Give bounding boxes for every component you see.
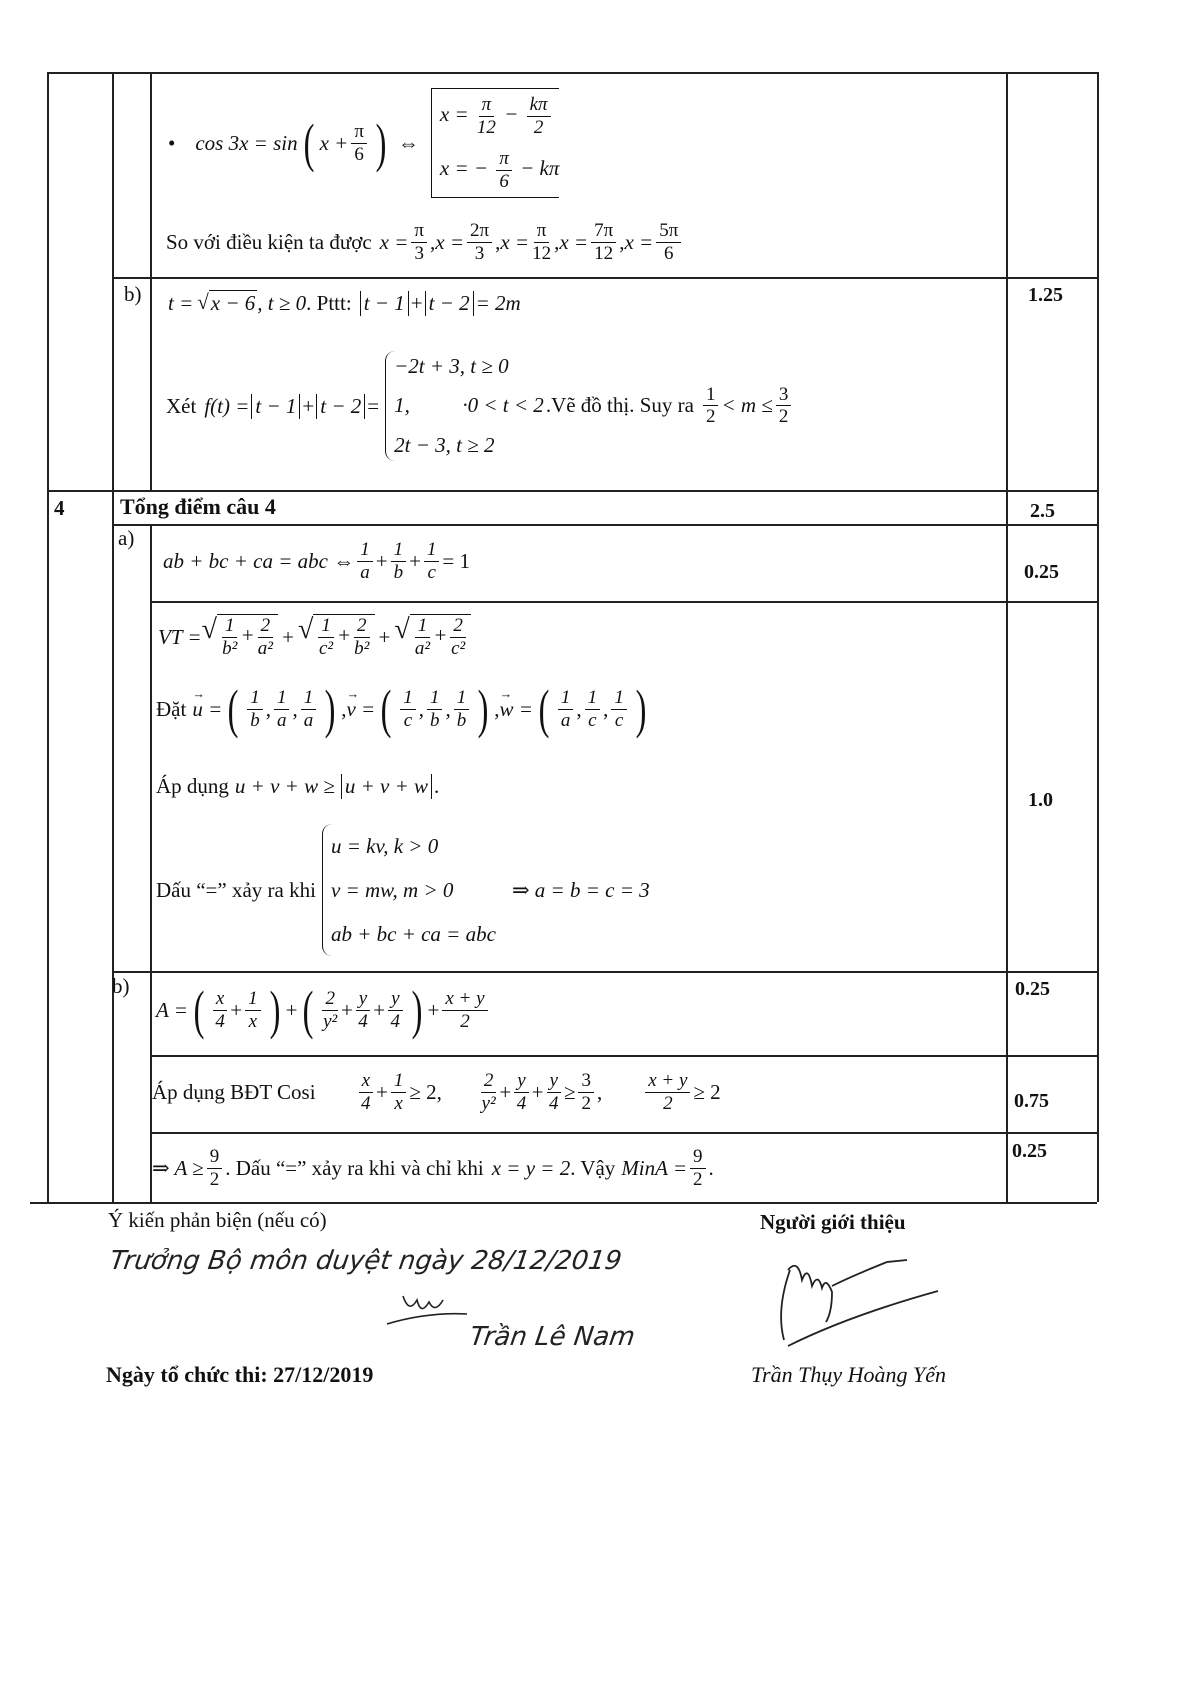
den: 2 bbox=[209, 1168, 220, 1190]
math-text: A = bbox=[156, 997, 188, 1022]
math-text: + bbox=[302, 393, 315, 418]
row-line bbox=[112, 971, 1097, 973]
paren: ( bbox=[380, 679, 392, 739]
col-line bbox=[1006, 72, 1008, 1202]
fraction bbox=[391, 1070, 407, 1115]
q4b-conclusion bbox=[152, 1138, 714, 1198]
den: 6 bbox=[499, 170, 509, 192]
fraction bbox=[690, 1146, 706, 1191]
conclusion-text: .Vẽ đồ thị. Suy ra bbox=[545, 393, 694, 418]
col-line bbox=[112, 72, 114, 1202]
math-text: + bbox=[410, 290, 423, 315]
math-text: = 1 bbox=[442, 548, 471, 573]
fraction bbox=[247, 687, 263, 732]
col-line bbox=[1097, 72, 1099, 1202]
den: 2 bbox=[778, 406, 789, 428]
math-text: x = bbox=[379, 229, 409, 254]
math-text: x = − bbox=[439, 155, 489, 180]
case: u = kv, k > 0 bbox=[330, 833, 439, 858]
bullet: • bbox=[168, 130, 176, 155]
row-line bbox=[112, 277, 1097, 279]
num: 1 bbox=[247, 687, 263, 710]
fraction bbox=[527, 94, 551, 139]
math-text: x = bbox=[500, 229, 530, 254]
num: 1 bbox=[222, 615, 238, 638]
math-text: , bbox=[596, 1079, 603, 1104]
paren: ) bbox=[635, 679, 647, 739]
den: b bbox=[429, 709, 440, 731]
math-text: Đặt bbox=[156, 696, 187, 721]
den: 3 bbox=[474, 242, 485, 264]
sep: , bbox=[495, 229, 501, 254]
fraction bbox=[388, 988, 402, 1033]
num: 2 bbox=[354, 615, 370, 638]
den: c² bbox=[451, 638, 466, 659]
q4a-vectors bbox=[156, 680, 652, 738]
score: 2.5 bbox=[1030, 500, 1055, 522]
math-text: . bbox=[434, 773, 440, 798]
math-text: ≥ bbox=[563, 1079, 576, 1104]
math-text: ≥ 2, bbox=[409, 1079, 442, 1104]
num: π bbox=[479, 94, 495, 117]
q3b-substitution bbox=[168, 286, 521, 320]
num: 1 bbox=[558, 687, 574, 710]
den: 2 bbox=[581, 1092, 591, 1114]
part-label: b) bbox=[124, 282, 142, 306]
math-text: x + bbox=[319, 130, 349, 155]
equality-cases bbox=[322, 824, 496, 956]
den: b bbox=[456, 709, 467, 731]
fraction bbox=[213, 988, 227, 1033]
num: 1 bbox=[427, 687, 443, 710]
math-text: x = bbox=[439, 101, 469, 126]
sep: , bbox=[341, 696, 347, 721]
num: 3 bbox=[578, 1070, 594, 1093]
fraction bbox=[481, 1070, 497, 1115]
math-text: = bbox=[367, 393, 380, 418]
paren: ( bbox=[303, 113, 314, 173]
fraction bbox=[585, 687, 601, 732]
den: 2 bbox=[460, 1010, 470, 1032]
math-text: f(t) = bbox=[204, 393, 250, 418]
num: 3 bbox=[776, 384, 792, 407]
num: 9 bbox=[690, 1146, 706, 1169]
sqrt: √ $\frac{1}{\text{c²}}$ + $\frac{2}{\text{b²}}$ bbox=[298, 614, 375, 660]
col-line bbox=[47, 72, 49, 1202]
compare-text: So với điều kiện ta được bbox=[166, 229, 372, 254]
q4a-equality bbox=[156, 822, 650, 958]
paren: ) bbox=[477, 679, 489, 739]
den: 4 bbox=[361, 1092, 371, 1114]
math-text: Xét bbox=[166, 393, 197, 418]
num: 2 bbox=[322, 988, 338, 1011]
sqrt: √ x − 6 bbox=[197, 290, 256, 315]
num: 1 bbox=[585, 687, 601, 710]
row-line bbox=[112, 524, 1097, 526]
paren: ( bbox=[538, 679, 550, 739]
math-text: + bbox=[285, 997, 298, 1022]
review-label: Ý kiến phản biện (nếu có) bbox=[108, 1208, 327, 1232]
math-text: ⇒ A ≥ bbox=[152, 1155, 204, 1180]
handwritten-approval: Trưởng Bộ môn duyệt ngày 28/12/2019 bbox=[107, 1246, 624, 1276]
case: 1, ·0 < t < 2 bbox=[394, 393, 544, 418]
row-line bbox=[30, 1202, 1097, 1204]
num: 1 bbox=[391, 1070, 407, 1093]
num: y bbox=[356, 988, 370, 1011]
fraction bbox=[454, 687, 470, 732]
q4a-vt bbox=[158, 608, 471, 666]
fraction bbox=[207, 1146, 223, 1191]
fraction bbox=[357, 539, 373, 584]
math-text: x = bbox=[435, 229, 464, 254]
math-text: . Pttt: bbox=[306, 290, 352, 315]
row-line bbox=[150, 1055, 1097, 1057]
case-1 bbox=[440, 94, 559, 139]
den: 2 bbox=[693, 1168, 703, 1190]
fraction bbox=[558, 687, 574, 732]
num: π bbox=[351, 121, 367, 144]
sep: , bbox=[292, 696, 298, 721]
den: y² bbox=[481, 1092, 496, 1114]
math-text: t = bbox=[168, 290, 194, 315]
paren: ) bbox=[411, 980, 422, 1040]
abs-value: u + v + w bbox=[341, 774, 432, 799]
num: x bbox=[213, 988, 227, 1011]
math-text: + bbox=[427, 997, 440, 1022]
abs-value: t − 1 bbox=[360, 291, 409, 316]
abs-value: t − 2 bbox=[316, 394, 365, 419]
fraction bbox=[427, 687, 443, 732]
num: 1 bbox=[703, 384, 719, 407]
introducer-name: Trần Thụy Hoàng Yến bbox=[751, 1362, 946, 1387]
num: 2 bbox=[450, 615, 466, 638]
num: 1 bbox=[274, 687, 290, 710]
num: π bbox=[496, 148, 512, 171]
part-label: b) bbox=[112, 974, 130, 998]
num: 5π bbox=[656, 220, 681, 243]
num: x + y bbox=[442, 988, 487, 1011]
math-text: Dấu “=” xảy ra khi bbox=[156, 877, 316, 902]
den: 4 bbox=[548, 1092, 559, 1114]
vector-v: → v = bbox=[346, 697, 375, 722]
paren: ( bbox=[227, 679, 239, 739]
q3a-solutions bbox=[166, 214, 684, 270]
num: 1 bbox=[400, 687, 416, 710]
math-text: + bbox=[375, 548, 388, 573]
den: 2 bbox=[663, 1092, 673, 1114]
fraction bbox=[611, 687, 627, 732]
q4a-inequality bbox=[156, 768, 439, 804]
fraction bbox=[400, 687, 416, 732]
introducer-label: Người giới thiệu bbox=[760, 1210, 906, 1234]
case: 2t − 3, t ≥ 2 bbox=[394, 433, 495, 458]
den: 4 bbox=[516, 1092, 527, 1114]
den: a bbox=[303, 709, 314, 731]
den: 12 bbox=[476, 116, 496, 138]
math-text: < m ≤ bbox=[721, 393, 773, 418]
den: c bbox=[427, 561, 436, 583]
num: kπ bbox=[527, 94, 551, 117]
math-text: VT = bbox=[158, 624, 202, 649]
num: 2 bbox=[481, 1070, 497, 1093]
fraction bbox=[532, 220, 551, 265]
den: c bbox=[403, 709, 413, 731]
paren: ) bbox=[324, 679, 336, 739]
sep: , bbox=[603, 696, 609, 721]
sep: , bbox=[430, 229, 436, 254]
question-number: 4 bbox=[54, 496, 65, 520]
fraction bbox=[645, 1070, 690, 1115]
math-text: = 2m bbox=[475, 290, 521, 315]
fraction bbox=[222, 615, 238, 660]
fraction bbox=[776, 384, 792, 429]
score: 0.75 bbox=[1014, 1090, 1049, 1112]
case: v = mw, m > 0 bbox=[330, 877, 454, 902]
den: 4 bbox=[215, 1010, 225, 1032]
den: b² bbox=[222, 638, 238, 659]
paren: ( bbox=[303, 980, 314, 1040]
math-text: , t ≥ 0 bbox=[257, 290, 307, 315]
radicand: $\frac{1}{\text{c²}}$ + $\frac{2}{\text{b²}}$ bbox=[313, 614, 374, 660]
den: 2 bbox=[533, 116, 544, 138]
num: y bbox=[547, 1070, 561, 1093]
math-text: + bbox=[230, 997, 243, 1022]
score: 0.25 bbox=[1024, 561, 1059, 583]
fraction bbox=[477, 94, 496, 139]
middle-case-row bbox=[394, 384, 794, 429]
sep: , bbox=[418, 696, 424, 721]
math-text: + bbox=[499, 1079, 512, 1104]
num: 1 bbox=[245, 988, 261, 1011]
piecewise-cases bbox=[385, 351, 794, 461]
row-line bbox=[47, 490, 1097, 492]
fraction bbox=[258, 615, 274, 660]
fraction bbox=[354, 615, 370, 660]
num: x + y bbox=[645, 1070, 690, 1093]
math-text: + bbox=[378, 624, 391, 649]
fraction bbox=[356, 988, 370, 1033]
den: x bbox=[394, 1092, 403, 1114]
sep: , bbox=[554, 229, 560, 254]
den: b² bbox=[354, 638, 370, 659]
den: b bbox=[250, 709, 260, 731]
introducer-signature bbox=[770, 1250, 960, 1360]
score: 0.25 bbox=[1015, 978, 1050, 1000]
fraction bbox=[245, 988, 261, 1033]
case: −2t + 3, t ≥ 0 bbox=[394, 353, 509, 378]
den: 6 bbox=[354, 143, 364, 165]
fraction bbox=[274, 687, 290, 732]
fraction bbox=[547, 1070, 561, 1115]
num: 1 bbox=[301, 687, 317, 710]
col-line bbox=[150, 72, 152, 490]
num: 1 bbox=[454, 687, 470, 710]
sqrt: √ $\frac{1}{\text{a²}}$ + $\frac{2}{\text{c²}}$ bbox=[394, 614, 471, 660]
num: π bbox=[534, 220, 550, 243]
paren: ) bbox=[375, 113, 387, 173]
score: 1.0 bbox=[1028, 789, 1053, 811]
num: 1 bbox=[611, 687, 627, 710]
den: a² bbox=[257, 638, 273, 659]
q4a-condition bbox=[163, 534, 470, 588]
fraction bbox=[351, 121, 367, 166]
math-text: u + v + w ≥ bbox=[234, 773, 335, 798]
den: c² bbox=[319, 638, 334, 659]
den: 4 bbox=[390, 1010, 401, 1032]
math-text: cos 3x = sin bbox=[195, 130, 298, 155]
den: 12 bbox=[594, 242, 614, 264]
num: 1 bbox=[318, 615, 334, 638]
sqrt: √ $\frac{1}{\text{b²}}$ + $\frac{2}{\text{a²}}$ bbox=[202, 614, 279, 660]
part-label: a) bbox=[118, 526, 135, 550]
radicand: $\frac{1}{\text{a²}}$ + $\frac{2}{\text{c²}}$ bbox=[410, 614, 471, 660]
fraction bbox=[514, 1070, 528, 1115]
den: c bbox=[614, 709, 624, 731]
den: a² bbox=[414, 638, 431, 659]
num: 1 bbox=[391, 539, 407, 562]
num: 1 bbox=[415, 615, 431, 638]
math-text: − kπ bbox=[520, 155, 560, 180]
den: y² bbox=[323, 1010, 338, 1032]
fraction bbox=[424, 539, 440, 584]
num: 7π bbox=[591, 220, 616, 243]
fraction bbox=[301, 687, 317, 732]
fraction bbox=[318, 615, 334, 660]
case-2 bbox=[440, 148, 559, 193]
handwritten-reviewer-name: Trần Lê Nam bbox=[467, 1322, 637, 1352]
vector-u: → u = bbox=[192, 697, 222, 722]
math-text: Áp dụng bbox=[156, 773, 229, 798]
math-text: ≥ 2 bbox=[693, 1079, 721, 1104]
paren: ) bbox=[269, 980, 281, 1040]
den: c bbox=[588, 709, 597, 731]
fraction bbox=[442, 988, 487, 1033]
den: a bbox=[360, 561, 370, 583]
score: 0.25 bbox=[1012, 1140, 1047, 1162]
den: 3 bbox=[414, 242, 424, 264]
fraction bbox=[450, 615, 466, 660]
den: b bbox=[393, 561, 404, 583]
sep: , bbox=[494, 696, 500, 721]
den: 4 bbox=[358, 1010, 368, 1032]
total-label: Tổng điểm câu 4 bbox=[120, 494, 276, 519]
fraction bbox=[467, 220, 492, 265]
num: y bbox=[514, 1070, 528, 1093]
fraction bbox=[591, 220, 616, 265]
math-text: + bbox=[376, 1079, 388, 1104]
row-line bbox=[47, 72, 1097, 74]
fraction bbox=[578, 1070, 594, 1115]
num: 9 bbox=[207, 1146, 223, 1169]
fraction bbox=[391, 539, 407, 584]
math-text: x = y = 2 bbox=[491, 1155, 571, 1180]
math-text: ab + bc + ca = abc ⇔ bbox=[163, 548, 355, 573]
radicand: x − 6 bbox=[210, 291, 256, 315]
q3a-equation bbox=[168, 88, 565, 198]
den: a bbox=[560, 709, 571, 731]
row-line bbox=[150, 1132, 1097, 1134]
abs-value: t − 2 bbox=[425, 291, 474, 316]
num: π bbox=[411, 220, 427, 243]
den: 12 bbox=[532, 242, 552, 264]
math-text: ⇔ bbox=[397, 130, 419, 155]
q4b-expression bbox=[156, 980, 491, 1040]
abs-value: t − 1 bbox=[251, 394, 300, 419]
vector-w: → w = bbox=[499, 697, 532, 722]
fraction bbox=[496, 148, 512, 193]
fraction bbox=[703, 384, 719, 429]
num: 1 bbox=[424, 539, 440, 562]
math-text: + bbox=[340, 997, 353, 1022]
sep: , bbox=[576, 696, 582, 721]
math-text: + bbox=[282, 624, 294, 649]
radicand: $\frac{1}{\text{b²}}$ + $\frac{2}{\text{a²}}$ bbox=[217, 614, 278, 660]
paren: ( bbox=[193, 980, 205, 1040]
math-text: . bbox=[708, 1155, 714, 1180]
math-text: + bbox=[409, 548, 421, 573]
math-text: − bbox=[504, 101, 519, 126]
sep: , bbox=[445, 696, 451, 721]
solution-set bbox=[431, 88, 559, 198]
num: 2 bbox=[258, 615, 274, 638]
math-text: + bbox=[531, 1079, 544, 1104]
math-text: Áp dụng BĐT Cosi bbox=[152, 1079, 316, 1104]
math-text: ⇒ a = b = c = 3 bbox=[511, 877, 650, 902]
math-text: + bbox=[373, 997, 386, 1022]
num: x bbox=[359, 1070, 373, 1093]
math-text: x = bbox=[624, 229, 654, 254]
math-text: MinA = bbox=[621, 1155, 688, 1180]
q3b-function bbox=[166, 350, 800, 462]
fraction bbox=[415, 615, 431, 660]
num: 2π bbox=[467, 220, 492, 243]
num: 1 bbox=[357, 539, 373, 562]
row-line bbox=[150, 601, 1097, 603]
fraction bbox=[359, 1070, 373, 1115]
den: x bbox=[248, 1010, 258, 1032]
num: y bbox=[388, 988, 402, 1011]
fraction bbox=[322, 988, 338, 1033]
den: 2 bbox=[705, 406, 716, 428]
exam-date: Ngày tổ chức thi: 27/12/2019 bbox=[106, 1362, 374, 1387]
math-text: x = bbox=[559, 229, 589, 254]
q4b-cosi bbox=[152, 1062, 721, 1122]
sep: , bbox=[619, 229, 625, 254]
den: a bbox=[276, 709, 287, 731]
fraction bbox=[411, 220, 427, 265]
fraction bbox=[656, 220, 681, 265]
case: ab + bc + ca = abc bbox=[330, 921, 496, 946]
math-text: . Vậy bbox=[570, 1155, 616, 1180]
score: 1.25 bbox=[1028, 284, 1063, 306]
sep: , bbox=[265, 696, 271, 721]
math-text: . Dấu “=” xảy ra khi và chỉ khi bbox=[225, 1155, 484, 1180]
den: 6 bbox=[663, 242, 674, 264]
